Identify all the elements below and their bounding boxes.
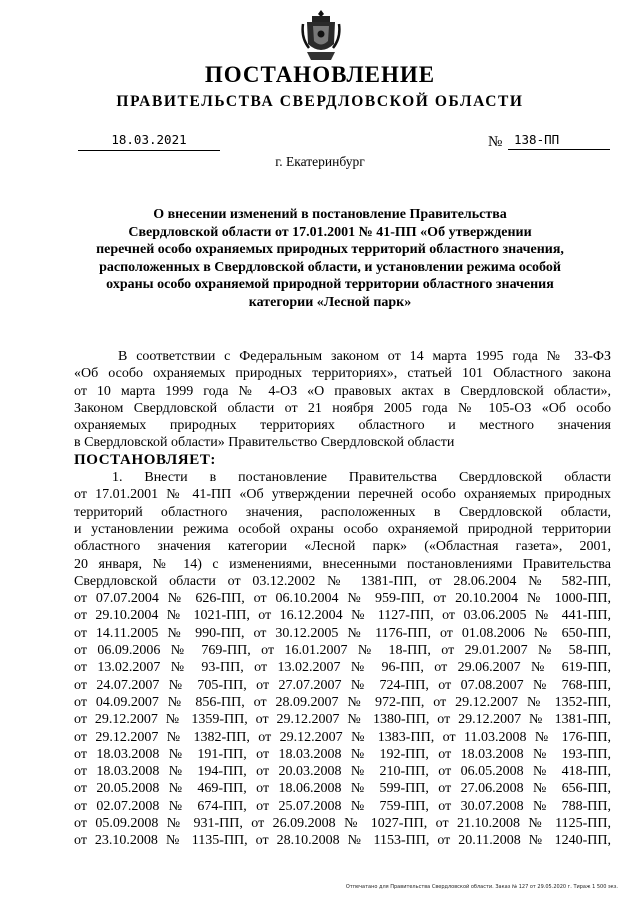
body-line: областного значения категории «Лесной парк» («Областная газета», 2001, (74, 539, 611, 555)
body-line: от 29.12.2007 № 1382-ПП, от 29.12.2007 № 1383-ПП, от 11.03.2008 № 176-ПП, (74, 729, 611, 745)
body-line: от 14.11.2005 № 990-ПП, от 30.12.2005 № 1176-ПП, от 01.08.2006 № 650-ПП, (74, 625, 611, 641)
body-line: от 18.03.2008 № 191-ПП, от 18.03.2008 № 192-ПП, от 18.03.2008 № 193-ПП, (74, 746, 611, 762)
coat-of-arms-emblem (301, 8, 341, 64)
heading-line: охраны особо охраняемой природной территории областного значения (106, 277, 554, 293)
body-line: от 20.05.2008 № 469-ПП, от 18.06.2008 № 599-ПП, от 27.06.2008 № 656-ПП, (74, 781, 611, 797)
body-line: от 29.10.2004 № 1021-ПП, от 16.12.2004 № 1127-ПП, от 03.06.2005 № 441-ПП, (74, 608, 611, 624)
body-line: от 23.10.2008 № 1135-ПП, от 28.10.2008 № 1153-ПП, от 20.11.2008 № 1240-ПП, (74, 833, 611, 849)
decree-heading (80, 206, 580, 312)
body-line: от 17.01.2001 № 41-ПП «Об утверждении перечней особо охраняемых природных (74, 487, 611, 503)
body-line: «Об особо охраняемых природных территориях», статьей 101 Областного закона (74, 366, 611, 382)
body-line: 20 января, № 14) с изменениями, внесенными постановлениями Правительства (74, 556, 611, 572)
number-label: № (488, 134, 503, 150)
decree-operative-word: ПОСТАНОВЛЯЕТ: (74, 451, 217, 468)
body-line: от 29.12.2007 № 1359-ПП, от 29.12.2007 № 1380-ПП, от 29.12.2007 № 1381-ПП, (74, 712, 611, 728)
body-line: от 06.09.2006 № 769-ПП, от 16.01.2007 № 18-ПП, от 29.01.2007 № 58-ПП, (74, 643, 611, 659)
body-line: охраняемых природных территориях областного и местного значения (74, 418, 611, 434)
decree-body (74, 348, 611, 850)
body-line: и установлении режима особой охраны особо охраняемой природной территории (74, 521, 611, 537)
body-line: в Свердловской области» Правительство Свердловской области (74, 435, 455, 451)
body-line: от 13.02.2007 № 93-ПП, от 13.02.2007 № 96-ПП, от 29.06.2007 № 619-ПП, (74, 660, 611, 676)
body-line: В соответствии с Федеральным законом от 14 марта 1995 года № 33-ФЗ (118, 349, 611, 364)
body-line: от 07.07.2004 № 626-ПП, от 06.10.2004 № 959-ПП, от 20.10.2004 № 1000-ПП, (74, 591, 611, 607)
body-line: от 02.07.2008 № 674-ПП, от 25.07.2008 № 759-ПП, от 30.07.2008 № 788-ПП, (74, 798, 611, 814)
print-note: Отпечатано для Правительства Свердловской области. Заказ № 127 от 29.05.2020 г. Тираж 1 500 экз. (345, 884, 618, 890)
body-line: от 05.09.2008 № 931-ПП, от 26.09.2008 № 1027-ПП, от 21.10.2008 № 1125-ПП, (74, 816, 611, 832)
city-name: г. Екатеринбург (275, 154, 365, 169)
document-subtitle: ПРАВИТЕЛЬСТВА СВЕРДЛОВСКОЙ ОБЛАСТИ (116, 93, 524, 110)
body-line: территорий областного значения, расположенных в Свердловской области, (74, 504, 611, 520)
body-line: от 04.09.2007 № 856-ПП, от 28.09.2007 № 972-ПП, от 29.12.2007 № 1352-ПП, (74, 694, 611, 710)
heading-line: расположенных в Свердловской области, и установлении режима особой (99, 259, 561, 275)
body-line: Законом Свердловской области от 21 ноября 2005 года № 105-ОЗ «Об особо (74, 400, 611, 416)
decree-number: 138-ПП (508, 132, 610, 150)
heading-line: категории «Лесной парк» (248, 294, 412, 310)
body-line: от 24.07.2007 № 705-ПП, от 27.07.2007 № 724-ПП, от 07.08.2007 № 768-ПП, (74, 677, 611, 693)
body-line: Свердловской области от 03.12.2002 № 1381-ПП, от 28.06.2004 № 582-ПП, (74, 573, 611, 589)
heading-line: перечней особо охраняемых природных территорий областного значения, (96, 242, 564, 258)
decree-date: 18.03.2021 (78, 132, 220, 151)
heading-line: Свердловской области от 17.01.2001 № 41-ПП «Об утверждении (128, 224, 532, 240)
document-title: ПОСТАНОВЛЕНИЕ (204, 62, 436, 87)
body-line: 1. Внести в постановление Правительства Свердловской области (112, 470, 611, 486)
heading-line: О внесении изменений в постановление Правительства (153, 207, 507, 222)
body-line: от 10 марта 1999 года № 4-ОЗ «О правовых актах в Свердловской области», (74, 383, 611, 399)
body-line: от 18.03.2008 № 194-ПП, от 20.03.2008 № 210-ПП, от 06.05.2008 № 418-ПП, (74, 764, 611, 780)
